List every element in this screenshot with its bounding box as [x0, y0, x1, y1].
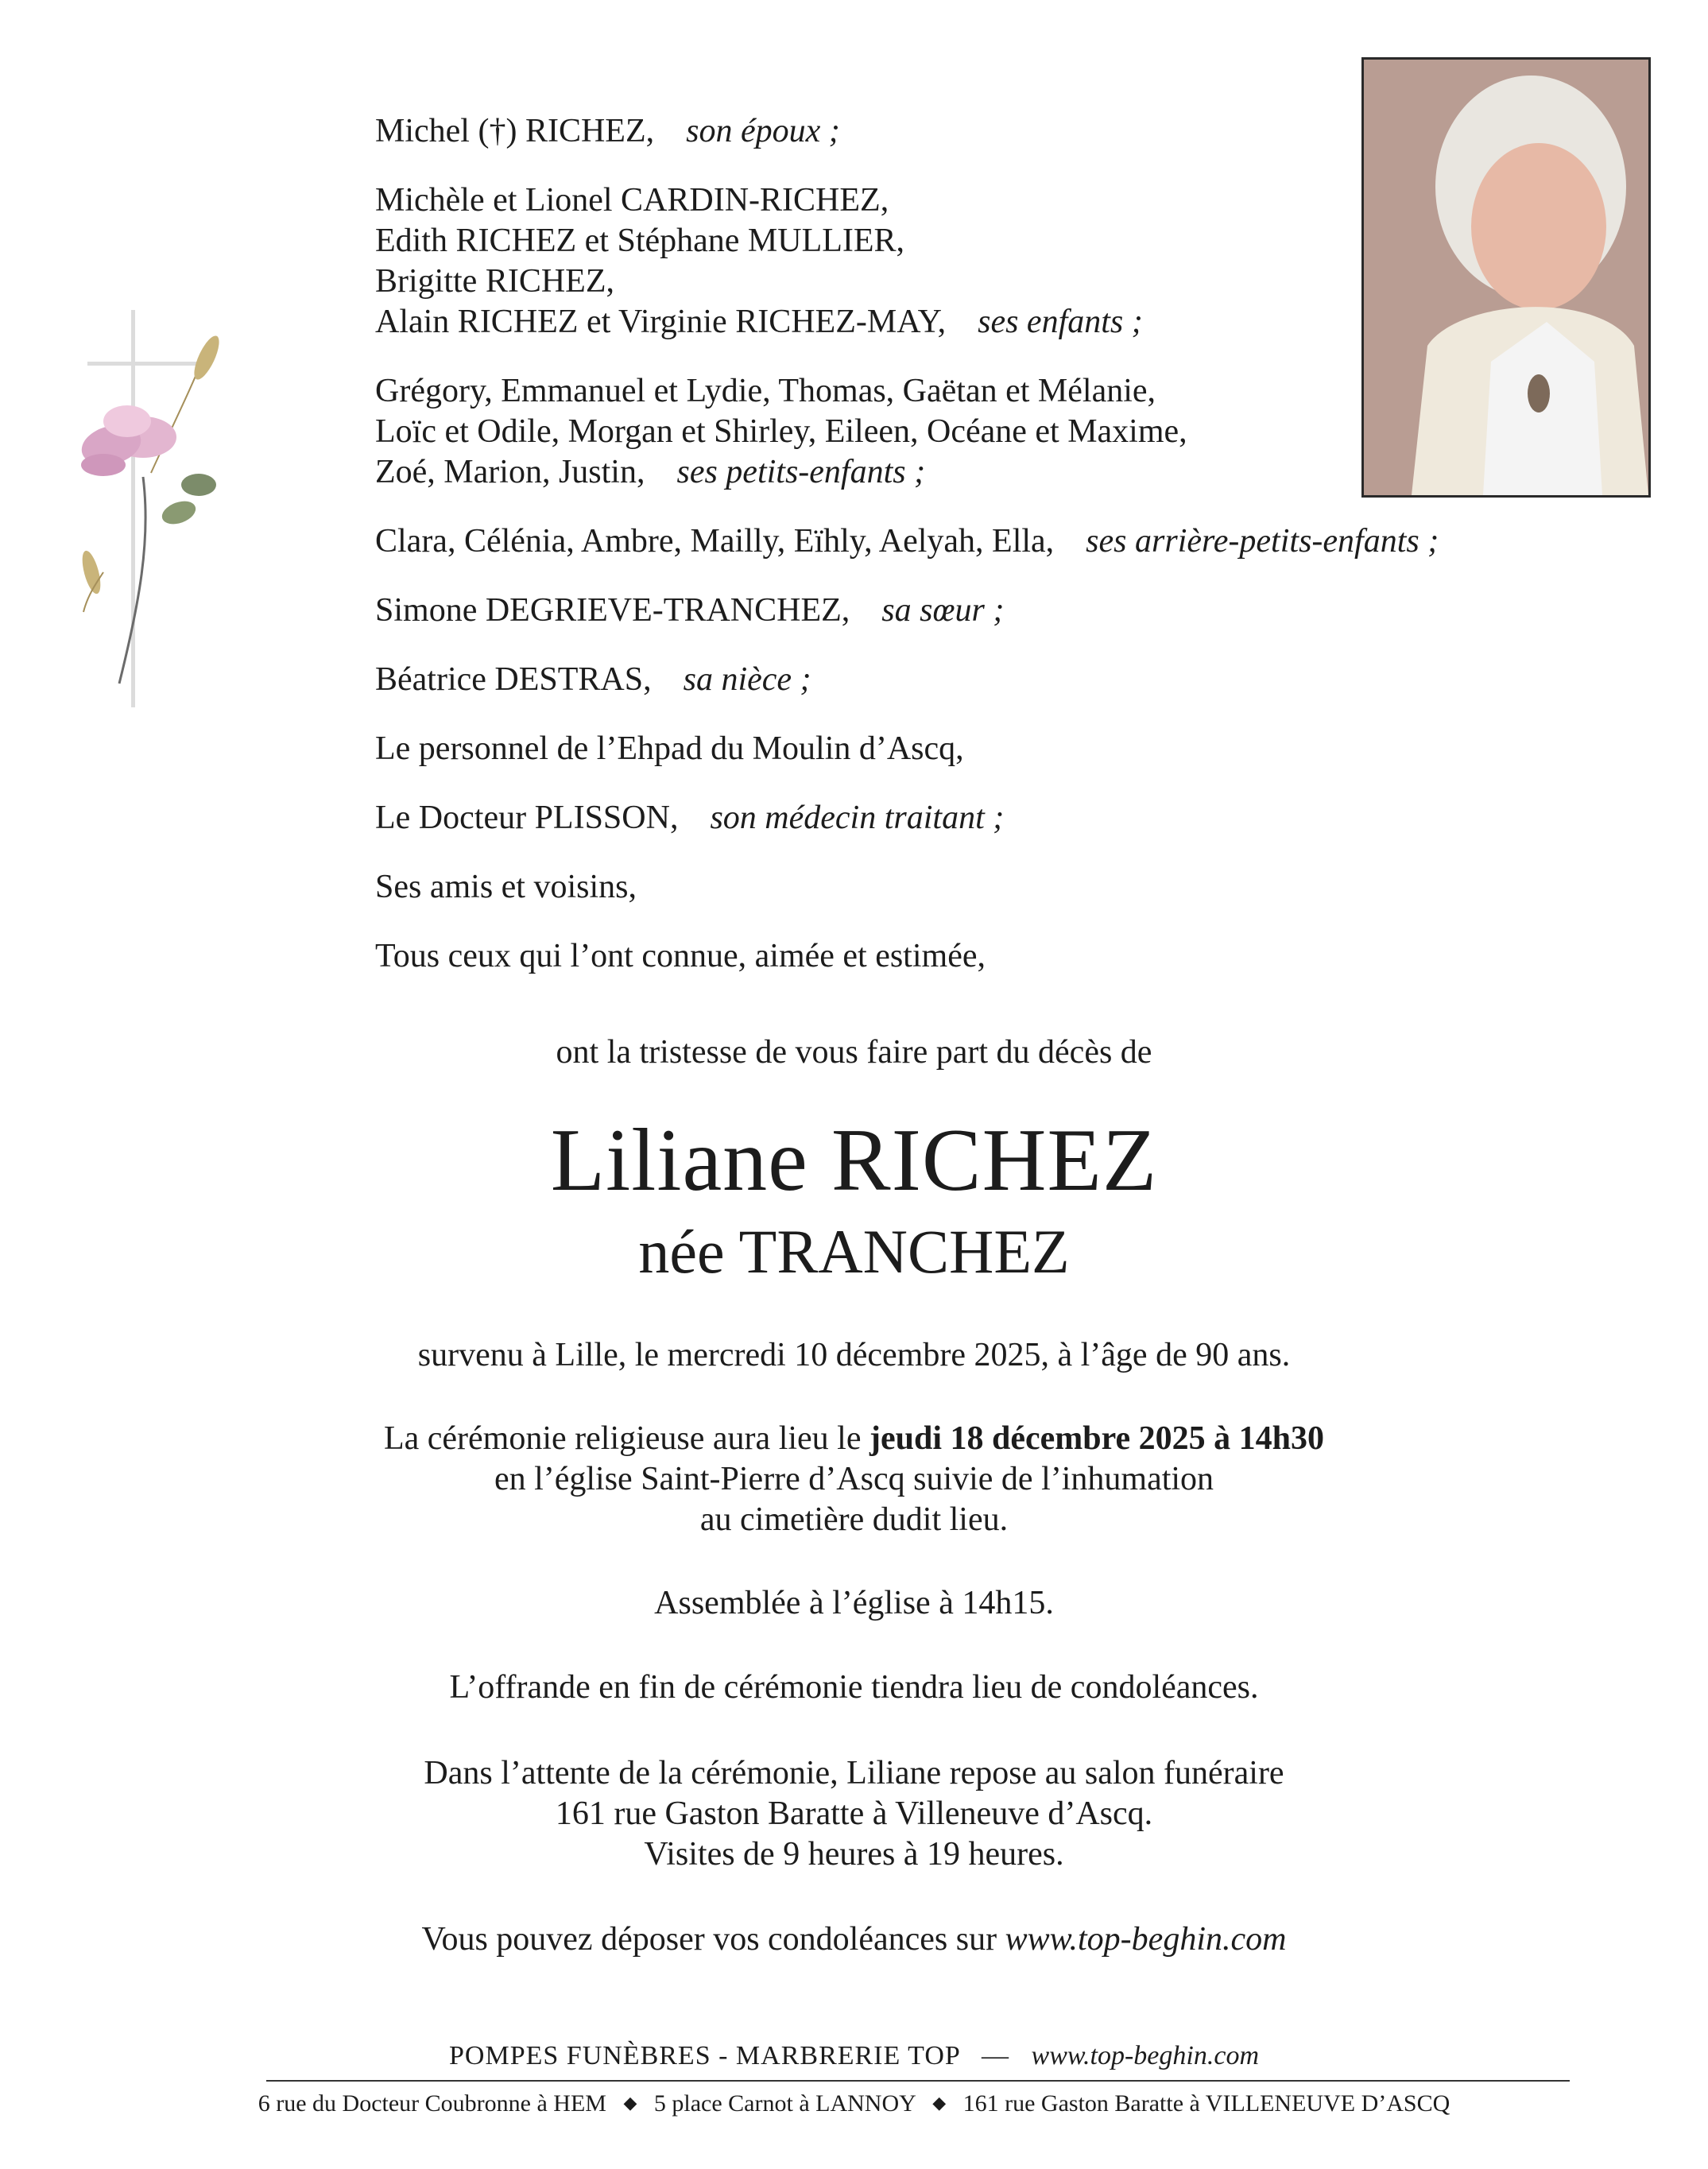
address-hem: 6 rue du Docteur Coubronne à HEM [258, 2090, 606, 2117]
family-group [375, 867, 1536, 908]
family-member: Michèle et Lionel CARDIN-RICHEZ, [375, 182, 889, 219]
separator-icon: ◆ [623, 2093, 637, 2113]
family-member: Béatrice DESTRAS, [375, 661, 652, 698]
family-line [375, 221, 1536, 261]
family-line [375, 261, 1536, 302]
family-list [375, 111, 1536, 1005]
ceremony-date: jeudi 18 décembre 2025 à 14h30 [869, 1420, 1325, 1457]
family-member: Simone DEGRIEVE-TRANCHEZ, [375, 592, 850, 629]
condolences-prefix: Vous pouvez déposer vos condoléances sur [421, 1921, 997, 1958]
address-lannoy: 5 place Carnot à LANNOY [653, 2090, 916, 2117]
family-line [375, 936, 1536, 977]
family-member: Michel (†) RICHEZ, [375, 113, 655, 149]
company-name: POMPES FUNÈBRES - MARBRERIE TOP [449, 2041, 960, 2070]
family-group [375, 660, 1536, 700]
family-group [375, 798, 1536, 839]
family-line [375, 521, 1536, 562]
family-group [375, 111, 1536, 152]
family-member: Ses amis et voisins, [375, 869, 637, 905]
family-relation: son époux ; [686, 113, 840, 149]
family-line [375, 660, 1536, 700]
family-member: Zoé, Marion, Justin, [375, 454, 645, 490]
footer-addresses [0, 2090, 1708, 2117]
family-line [375, 180, 1536, 221]
family-group [375, 371, 1536, 493]
rest-line-2: 161 rue Gaston Baratte à Villeneuve d’Ascq. [555, 1795, 1153, 1832]
family-relation: ses petits-enfants ; [676, 454, 926, 490]
family-relation: son médecin traitant ; [710, 800, 1005, 836]
family-line [375, 729, 1536, 769]
family-line [375, 452, 1536, 493]
family-member: Clara, Célénia, Ambre, Mailly, Eïhly, Aelyah, Ella, [375, 523, 1055, 560]
family-relation: sa sœur ; [881, 592, 1005, 629]
family-member: Brigitte RICHEZ, [375, 263, 614, 300]
condolences-note [0, 1919, 1708, 1960]
footer-dash: — [982, 2041, 1010, 2070]
family-group [375, 936, 1536, 977]
family-member: Tous ceux qui l’ont connue, aimée et estimée, [375, 938, 986, 974]
maiden-name: née TRANCHEZ [638, 1217, 1070, 1286]
cross-flower-icon [24, 302, 230, 715]
address-villeneuve: 161 rue Gaston Baratte à VILLENEUVE D’ASCQ [962, 2090, 1450, 2117]
family-group [375, 591, 1536, 631]
family-line [375, 111, 1536, 152]
family-group [375, 180, 1536, 343]
family-member: Le personnel de l’Ehpad du Moulin d’Ascq, [375, 730, 964, 767]
family-member: Edith RICHEZ et Stéphane MULLIER, [375, 223, 905, 259]
footer-company [0, 2041, 1708, 2071]
visitation-details [0, 1753, 1708, 1875]
ceremony-details [0, 1419, 1708, 1540]
deceased-name: Liliane RICHEZ [550, 1111, 1158, 1210]
family-relation: sa nièce ; [683, 661, 811, 698]
family-relation: ses enfants ; [978, 304, 1143, 340]
condolences-link[interactable]: www.top-beghin.com [1005, 1921, 1287, 1958]
family-line [375, 302, 1536, 343]
rest-line-3: Visites de 9 heures à 19 heures. [644, 1836, 1064, 1873]
ceremony-burial: au cimetière dudit lieu. [699, 1501, 1009, 1538]
family-member: Grégory, Emmanuel et Lydie, Thomas, Gaëtan et Mélanie, [375, 373, 1156, 409]
death-details: survenu à Lille, le mercredi 10 décembre 2025, à l’âge de 90 ans. [417, 1337, 1291, 1373]
family-member: Loïc et Odile, Morgan et Shirley, Eileen, Océane et Maxime, [375, 413, 1187, 450]
ceremony-prefix: La cérémonie religieuse aura lieu le [383, 1420, 862, 1457]
family-member: Le Docteur PLISSON, [375, 800, 679, 836]
assembly-time: Assemblée à l’église à 14h15. [654, 1585, 1054, 1621]
separator-icon: ◆ [932, 2093, 947, 2113]
family-group [375, 521, 1536, 562]
family-relation: ses arrière-petits-enfants ; [1086, 523, 1439, 560]
family-line [375, 412, 1536, 452]
offering-note: L’offrande en fin de cérémonie tiendra lieu de condoléances. [449, 1669, 1259, 1706]
family-line [375, 591, 1536, 631]
ceremony-location: en l’église Saint-Pierre d’Ascq suivie de l’inhumation [494, 1461, 1214, 1497]
family-group [375, 729, 1536, 769]
rest-line-1: Dans l’attente de la cérémonie, Liliane repose au salon funéraire [424, 1755, 1284, 1791]
announcement-intro: ont la tristesse de vous faire part du décès de [556, 1034, 1152, 1071]
footer-website-link[interactable]: www.top-beghin.com [1031, 2041, 1259, 2070]
footer-divider [266, 2080, 1570, 2082]
family-line [375, 867, 1536, 908]
family-line [375, 798, 1536, 839]
family-line [375, 371, 1536, 412]
family-member: Alain RICHEZ et Virginie RICHEZ-MAY, [375, 304, 947, 340]
